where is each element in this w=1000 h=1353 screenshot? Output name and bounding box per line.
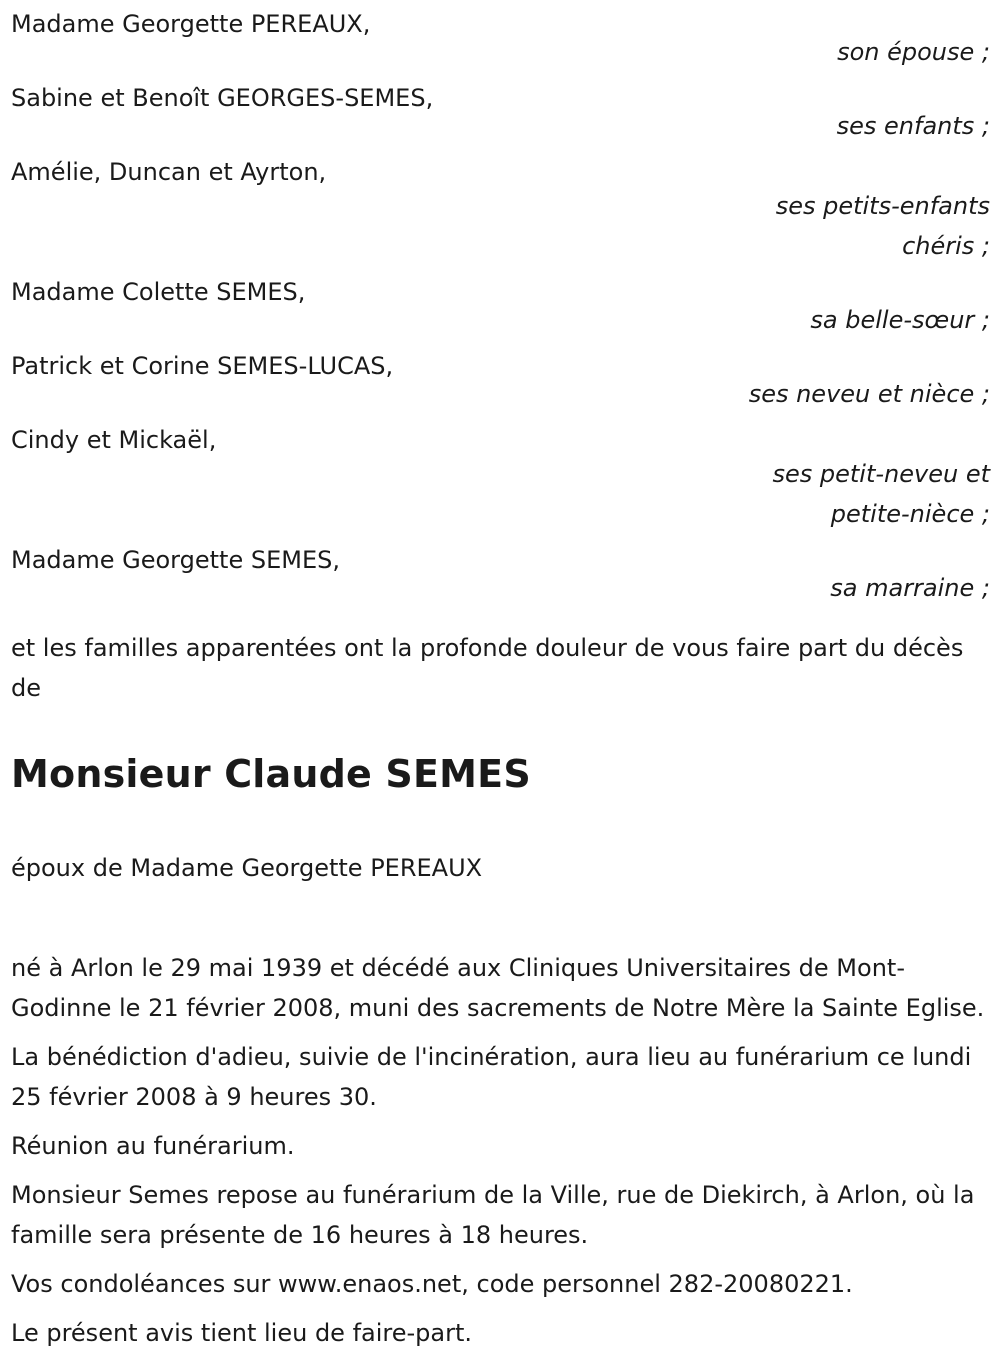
family-relation: sa marraine ; <box>830 574 990 602</box>
condolences-paragraph: Vos condoléances sur www.enaos.net, code personnel 282-20080221. <box>11 1270 853 1298</box>
viewing-paragraph: Monsieur Semes repose au funérarium de la Ville, rue de Diekirch, à Arlon, où la famille sera présente de 16 heures à 18 heures. <box>11 1181 975 1249</box>
family-relation: sa belle-sœur ; <box>810 306 990 334</box>
family-relation: ses petit-neveu et petite-nièce ; <box>772 460 990 528</box>
ceremony-paragraph: La bénédiction d'adieu, suivie de l'incinération, aura lieu au funérarium ce lundi 25 février 2008 à 9 heures 30. <box>11 1043 972 1111</box>
family-member-name: Sabine et Benoît GEORGES-SEMES, <box>11 84 434 112</box>
family-relation: ses petits-enfants chéris ; <box>775 192 990 260</box>
family-relation: son épouse ; <box>837 38 990 66</box>
family-relation: ses neveu et nièce ; <box>748 380 990 408</box>
obituary-notice <box>11 0 991 1353</box>
family-member-name: Cindy et Mickaël, <box>11 426 217 454</box>
family-member-name: Amélie, Duncan et Ayrton, <box>11 158 327 186</box>
deceased-name: Monsieur Claude SEMES <box>11 752 531 796</box>
family-entry <box>11 534 991 608</box>
family-relation: ses enfants ; <box>836 112 990 140</box>
intro-text: et les familles apparentées ont la profonde douleur de vous faire part du décès de <box>11 634 964 702</box>
family-entry <box>11 340 991 414</box>
reunion-paragraph: Réunion au funérarium. <box>11 1132 295 1160</box>
family-member-name: Madame Colette SEMES, <box>11 278 306 306</box>
family-entry <box>11 0 991 72</box>
family-member-name: Patrick et Corine SEMES-LUCAS, <box>11 352 394 380</box>
family-entry <box>11 266 991 340</box>
family-entry <box>11 72 991 146</box>
closing-paragraph: Le présent avis tient lieu de faire-part. <box>11 1319 473 1347</box>
family-entry <box>11 414 991 534</box>
spouse-line: époux de Madame Georgette PEREAUX <box>11 854 483 882</box>
family-list <box>11 0 991 608</box>
family-member-name: Madame Georgette SEMES, <box>11 546 340 574</box>
family-entry <box>11 146 991 266</box>
family-member-name: Madame Georgette PEREAUX, <box>11 10 371 38</box>
birth-death-paragraph: né à Arlon le 29 mai 1939 et décédé aux Cliniques Universitaires de Mont-Godinne le 21 février 2008, muni des sacrements de Notre Mère la Sainte Eglise. <box>11 954 985 1022</box>
